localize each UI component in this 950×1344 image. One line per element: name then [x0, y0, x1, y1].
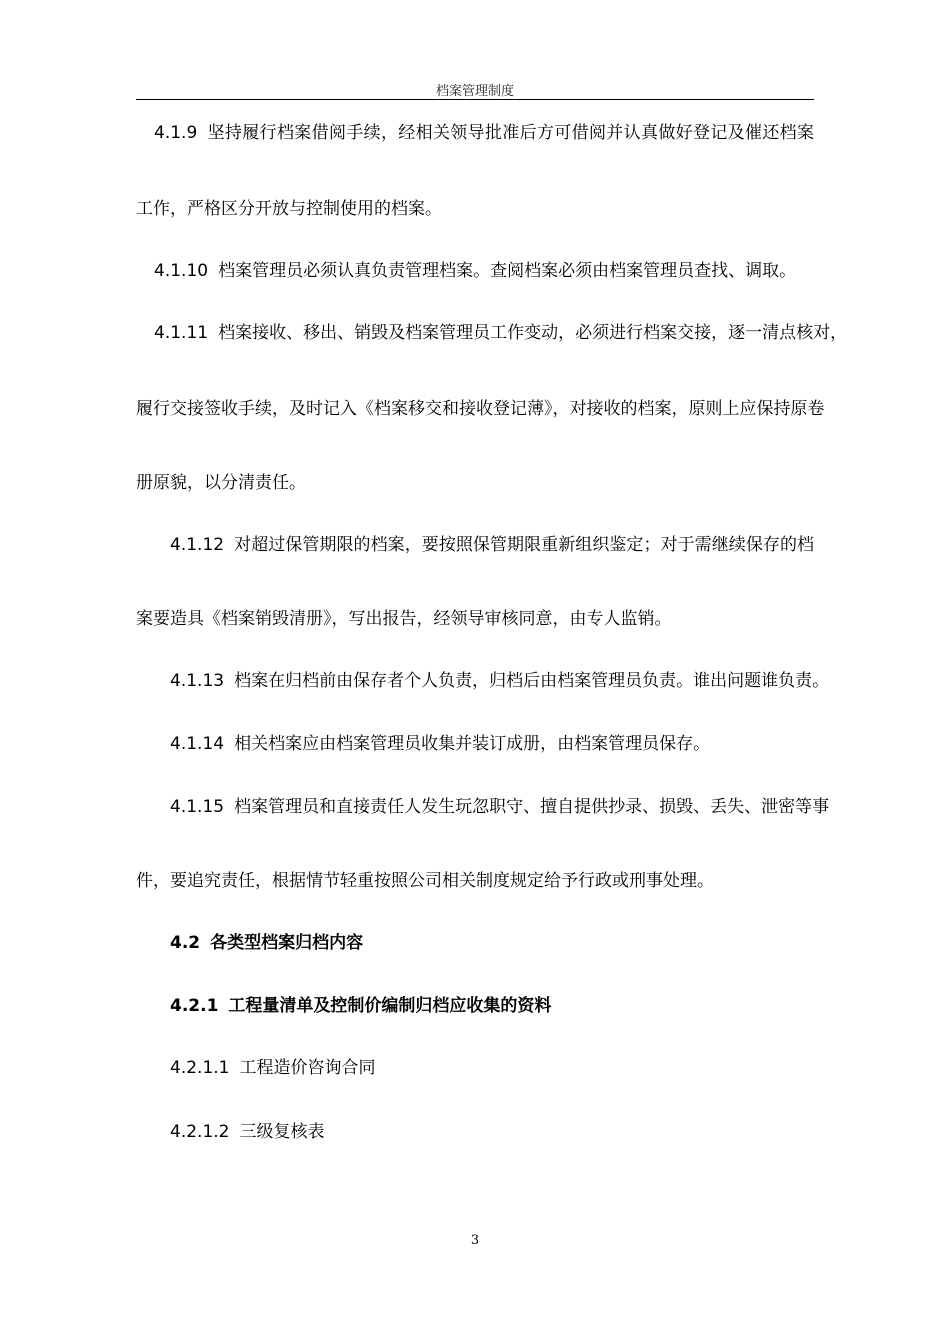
section-title: 工程量清单及控制价编制归档应收集的资料 [228, 996, 552, 1016]
item-number: 4.2.1.2 [170, 1122, 230, 1142]
clause-4-1-11-line-1 [136, 322, 848, 344]
clause-text: 档案管理员和直接责任人发生玩忽职守、擅自提供抄录、损毁、丢失、泄密等事 [234, 797, 830, 817]
clause-4-1-12-line-1 [136, 534, 814, 556]
page-header: 档案管理制度 [435, 84, 514, 99]
clause-4-1-9-line-1 [136, 122, 814, 144]
clause-text: 对超过保管期限的档案，要按照保管期限重新组织鉴定；对于需继续保存的档 [234, 535, 814, 555]
item-4-2-1-1 [170, 1057, 375, 1079]
clause-number: 4.1.12 [170, 535, 225, 555]
clause-text: 档案在归档前由保存者个人负责，归档后由档案管理员负责。谁出问题谁负责。 [234, 671, 830, 691]
page-number: 3 [470, 1233, 480, 1248]
clause-4-1-11-line-3: 册原貌，以分清责任。 [136, 473, 306, 493]
section-title: 各类型档案归档内容 [210, 933, 364, 953]
section-number: 4.2 [170, 933, 201, 953]
section-number: 4.2.1 [170, 996, 219, 1016]
clause-number: 4.1.10 [154, 261, 209, 281]
header-rule [136, 99, 814, 100]
clause-4-1-12-line-2: 案要造具《档案销毁清册》，写出报告，经领导审核同意，由专人监销。 [136, 609, 672, 629]
item-text: 三级复核表 [239, 1122, 325, 1142]
item-4-2-1-2 [170, 1121, 324, 1143]
item-text: 工程造价咨询合同 [239, 1058, 376, 1078]
clause-text: 档案接收、移出、销毁及档案管理员工作变动，必须进行档案交接，逐一清点核对， [218, 323, 848, 343]
clause-4-1-15-line-2: 件，要追究责任，根据情节轻重按照公司相关制度规定给予行政或刑事处理。 [136, 871, 714, 891]
clause-number: 4.1.11 [154, 323, 209, 343]
item-number: 4.2.1.1 [170, 1058, 230, 1078]
clause-4-1-13 [170, 670, 829, 692]
clause-text: 相关档案应由档案管理员收集并装订成册，由档案管理员保存。 [234, 734, 711, 754]
clause-text: 坚持履行档案借阅手续，经相关领导批准后方可借阅并认真做好登记及催还档案 [207, 123, 814, 143]
clause-4-1-15-line-1 [136, 796, 830, 818]
clause-4-1-14 [170, 733, 710, 755]
clause-number: 4.1.9 [154, 123, 198, 143]
clause-4-1-11-line-2: 履行交接签收手续，及时记入《档案移交和接收登记薄》，对接收的档案，原则上应保持原卷 [136, 399, 825, 419]
section-heading-4-2 [170, 932, 363, 954]
clause-4-1-9-line-2: 工作，严格区分开放与控制使用的档案。 [136, 199, 442, 219]
clause-number: 4.1.15 [170, 797, 225, 817]
clause-number: 4.1.13 [170, 671, 225, 691]
section-heading-4-2-1 [170, 995, 551, 1017]
clause-number: 4.1.14 [170, 734, 225, 754]
clause-text: 档案管理员必须认真负责管理档案。查阅档案必须由档案管理员查找、调取。 [218, 261, 797, 281]
clause-4-1-10 [154, 260, 796, 282]
